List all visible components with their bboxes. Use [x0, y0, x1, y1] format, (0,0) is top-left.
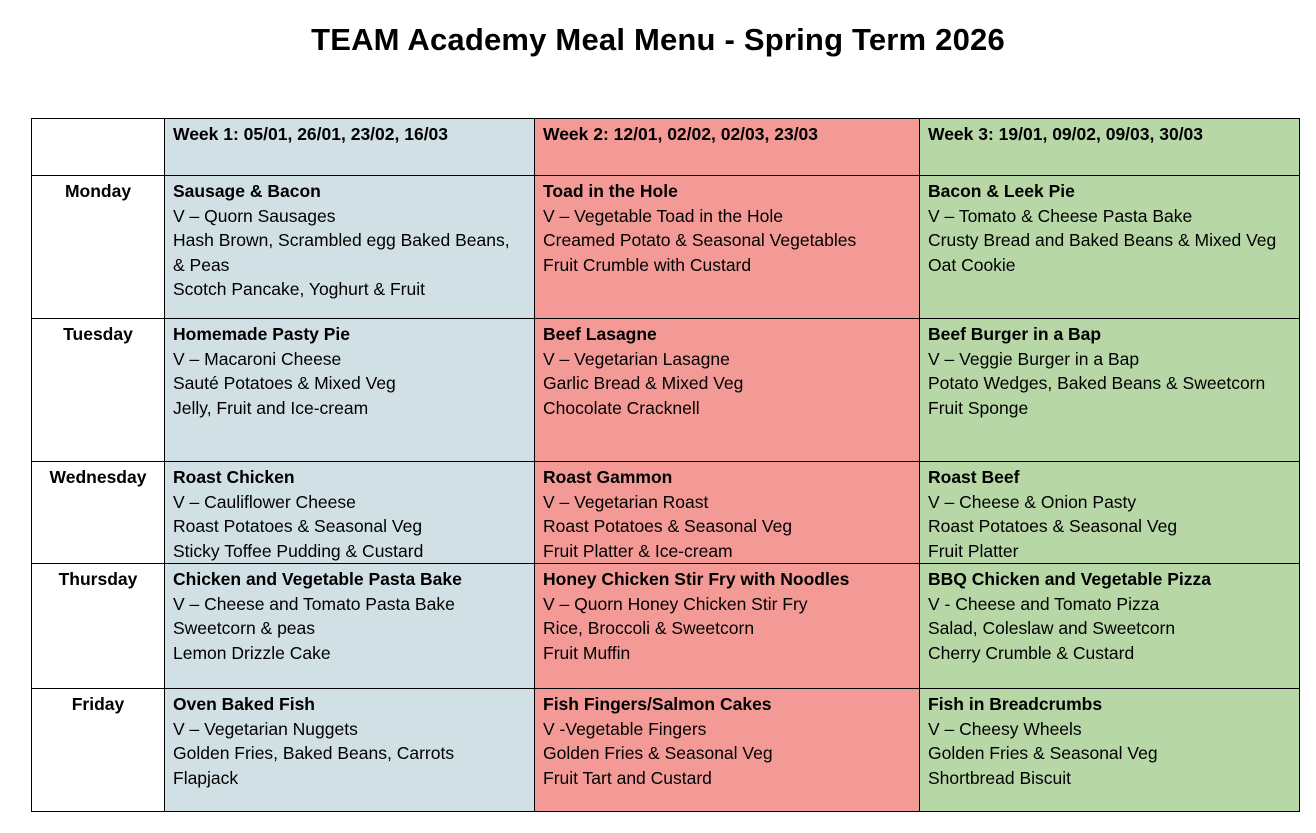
day-row-wednesday: [32, 462, 1300, 564]
meal-cell-week-1: [165, 319, 535, 462]
day-label: Wednesday: [32, 462, 165, 564]
meal-cell-week-1: [165, 462, 535, 564]
side-dishes: Potato Wedges, Baked Beans & Sweetcorn: [928, 373, 1266, 393]
dessert: Chocolate Cracknell: [543, 397, 700, 418]
main-dish: Roast Beef: [928, 467, 1020, 487]
page-title: TEAM Academy Meal Menu - Spring Term 2026: [311, 22, 1005, 57]
main-dish: Sausage & Bacon: [173, 181, 321, 201]
dessert: Jelly, Fruit and Ice-cream: [173, 397, 369, 418]
main-dish: Beef Lasagne: [543, 324, 657, 344]
main-dish: Toad in the Hole: [543, 181, 678, 201]
dessert: Fruit Muffin: [543, 642, 631, 663]
vegetarian-option: V – Cheese and Tomato Pasta Bake: [173, 593, 455, 614]
side-dishes: Golden Fries & Seasonal Veg: [543, 743, 773, 763]
side-dishes: Creamed Potato & Seasonal Vegetables: [543, 230, 857, 250]
vegetarian-option: V – Quorn Sausages: [173, 205, 336, 226]
side-dishes: Sweetcorn & peas: [173, 618, 316, 638]
main-dish: Homemade Pasty Pie: [173, 324, 351, 344]
main-dish: Beef Burger in a Bap: [928, 324, 1102, 344]
vegetarian-option: V – Veggie Burger in a Bap: [928, 348, 1140, 369]
dessert: Shortbread Biscuit: [928, 767, 1071, 788]
vegetarian-option: V – Cheese & Onion Pasty: [928, 491, 1137, 512]
meal-cell-week-3: [920, 176, 1300, 319]
meal-menu-table: [31, 118, 1300, 812]
meal-cell-week-3: [920, 689, 1300, 812]
dessert: Fruit Tart and Custard: [543, 767, 712, 788]
day-label: Thursday: [32, 564, 165, 689]
main-dish: Chicken and Vegetable Pasta Bake: [173, 569, 462, 589]
dessert: Fruit Crumble with Custard: [543, 254, 752, 275]
vegetarian-option: V – Vegetarian Roast: [543, 491, 709, 512]
day-row-thursday: [32, 564, 1300, 689]
meal-cell-week-2: [535, 689, 920, 812]
corner-cell: [32, 119, 165, 176]
main-dish: Fish in Breadcrumbs: [928, 694, 1103, 714]
side-dishes: Hash Brown, Scrambled egg Baked Beans, & Peas: [173, 230, 510, 275]
day-row-friday: [32, 689, 1300, 812]
side-dishes: Crusty Bread and Baked Beans & Mixed Veg: [928, 230, 1277, 250]
vegetarian-option: V – Macaroni Cheese: [173, 348, 342, 369]
meal-cell-week-2: [535, 319, 920, 462]
meal-cell-week-1: [165, 176, 535, 319]
meal-cell-week-1: [165, 564, 535, 689]
main-dish: Bacon & Leek Pie: [928, 181, 1075, 201]
dessert: Scotch Pancake, Yoghurt & Fruit: [173, 279, 425, 299]
side-dishes: Salad, Coleslaw and Sweetcorn: [928, 618, 1176, 638]
dessert: Fruit Platter: [928, 540, 1019, 561]
side-dishes: Roast Potatoes & Seasonal Veg: [173, 516, 423, 536]
dessert: Fruit Sponge: [928, 397, 1029, 418]
meal-cell-week-2: [535, 564, 920, 689]
main-dish: BBQ Chicken and Vegetable Pizza: [928, 569, 1211, 589]
side-dishes: Rice, Broccoli & Sweetcorn: [543, 618, 755, 638]
side-dishes: Golden Fries, Baked Beans, Carrots: [173, 743, 455, 763]
dessert: Oat Cookie: [928, 254, 1016, 275]
main-dish: Roast Gammon: [543, 467, 673, 487]
vegetarian-option: V – Vegetarian Nuggets: [173, 718, 358, 739]
dessert: Flapjack: [173, 767, 239, 788]
side-dishes: Roast Potatoes & Seasonal Veg: [543, 516, 793, 536]
side-dishes: Sauté Potatoes & Mixed Veg: [173, 373, 396, 393]
dessert: Sticky Toffee Pudding & Custard: [173, 540, 424, 561]
header-row: [32, 119, 1300, 176]
day-label: Monday: [32, 176, 165, 319]
week-2-header: Week 2: 12/01, 02/02, 02/03, 23/03: [535, 119, 920, 176]
vegetarian-option: V - Cheese and Tomato Pizza: [928, 593, 1160, 614]
main-dish: Fish Fingers/Salmon Cakes: [543, 694, 772, 714]
day-row-tuesday: [32, 319, 1300, 462]
day-label: Tuesday: [32, 319, 165, 462]
dessert: Lemon Drizzle Cake: [173, 642, 331, 663]
vegetarian-option: V – Cheesy Wheels: [928, 718, 1082, 739]
side-dishes: Garlic Bread & Mixed Veg: [543, 373, 744, 393]
vegetarian-option: V – Vegetarian Lasagne: [543, 348, 730, 369]
vegetarian-option: V – Vegetable Toad in the Hole: [543, 205, 784, 226]
main-dish: Oven Baked Fish: [173, 694, 315, 714]
meal-cell-week-1: [165, 689, 535, 812]
dessert: Fruit Platter & Ice-cream: [543, 540, 733, 561]
vegetarian-option: V – Quorn Honey Chicken Stir Fry: [543, 593, 808, 614]
vegetarian-option: V – Cauliflower Cheese: [173, 491, 356, 512]
side-dishes: Roast Potatoes & Seasonal Veg: [928, 516, 1178, 536]
dessert: Cherry Crumble & Custard: [928, 642, 1135, 663]
main-dish: Roast Chicken: [173, 467, 295, 487]
side-dishes: Golden Fries & Seasonal Veg: [928, 743, 1158, 763]
day-row-monday: [32, 176, 1300, 319]
meal-cell-week-3: [920, 319, 1300, 462]
meal-cell-week-3: [920, 462, 1300, 564]
meal-cell-week-2: [535, 462, 920, 564]
meal-cell-week-2: [535, 176, 920, 319]
main-dish: Honey Chicken Stir Fry with Noodles: [543, 569, 850, 589]
day-label: Friday: [32, 689, 165, 812]
meal-cell-week-3: [920, 564, 1300, 689]
week-3-header: Week 3: 19/01, 09/02, 09/03, 30/03: [920, 119, 1300, 176]
week-1-header: Week 1: 05/01, 26/01, 23/02, 16/03: [165, 119, 535, 176]
vegetarian-option: V -Vegetable Fingers: [543, 718, 707, 739]
vegetarian-option: V – Tomato & Cheese Pasta Bake: [928, 205, 1193, 226]
